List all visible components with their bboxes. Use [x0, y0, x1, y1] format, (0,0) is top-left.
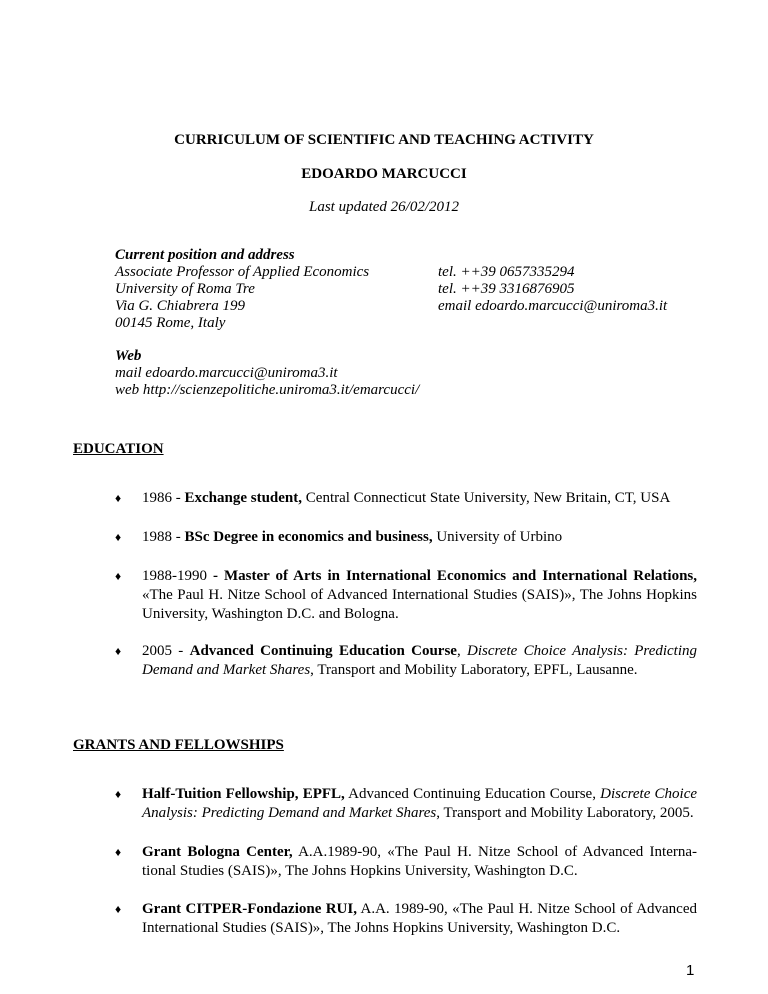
bullet-diamond-icon: ♦ — [115, 902, 122, 916]
last-updated: Last updated 26/02/2012 — [308, 199, 459, 215]
bullet-diamond-icon: ♦ — [115, 644, 122, 658]
document-title: CURRICULUM OF SCIENTIFIC AND TEACHING ACTIVITY — [174, 132, 594, 148]
phone-line-2: tel. ++39 3316876905 — [438, 281, 575, 297]
author-name: EDOARDO MARCUCCI — [301, 166, 467, 182]
bullet-diamond-icon: ♦ — [115, 787, 122, 801]
web-heading: Web — [115, 348, 142, 364]
street-line: Via G. Chiabrera 199 — [115, 298, 245, 314]
email-line: email edoardo.marcucci@uniroma3.it — [438, 298, 668, 314]
position-line: Associate Professor of Applied Economics — [115, 264, 370, 280]
education-heading: EDUCATION — [73, 441, 164, 457]
web-url-line: web http://scienzepolitiche.uniroma3.it/emarcucci/ — [115, 382, 420, 398]
bullet-diamond-icon: ♦ — [115, 491, 122, 505]
city-line: 00145 Rome, Italy — [115, 315, 226, 331]
bullet-diamond-icon: ♦ — [115, 845, 122, 859]
university-line: University of Roma Tre — [115, 281, 255, 297]
bullet-diamond-icon: ♦ — [115, 530, 122, 544]
bullet-diamond-icon: ♦ — [115, 569, 122, 583]
page-number: 1 — [686, 962, 695, 979]
web-mail-line: mail edoardo.marcucci@uniroma3.it — [115, 365, 338, 381]
contact-heading: Current position and address — [115, 247, 295, 263]
phone-line-1: tel. ++39 0657335294 — [438, 264, 575, 280]
grants-heading: GRANTS AND FELLOWSHIPS — [73, 737, 284, 753]
